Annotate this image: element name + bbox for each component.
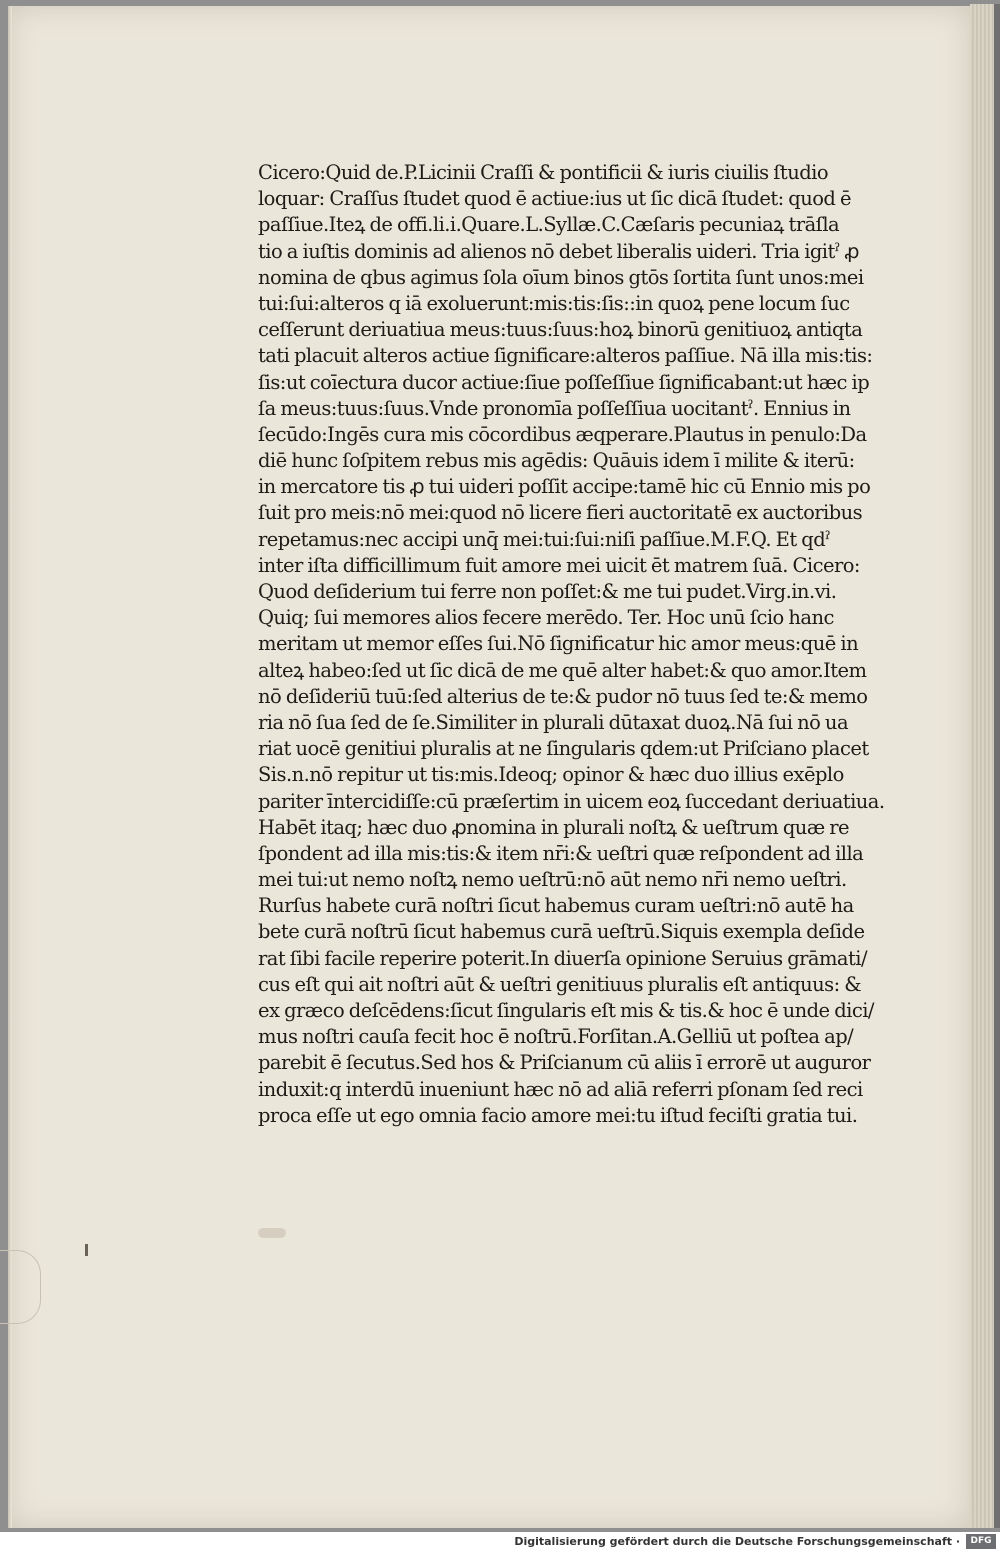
text-line: riat uocē genitiui pluralis at ne ſingularis qdem:ut Priſciano placet (258, 737, 869, 761)
text-line: repetamus:nec accipi unq̄ mei:tui:ſui:niſi paſſiue.M.F.Q. Et qdˀ (258, 527, 831, 551)
text-line: tati placuit alteros actiue ſignificare:alteros paſſiue. Nā illa mis:tis: (258, 344, 873, 368)
text-line: mei tui:ut nemo noſtꝝ nemo ueſtrū:nō aūt nemo nr̄i nemo ueſtri. (258, 868, 847, 892)
text-line: Cicero:Quid de.P.Licinii Craſſi & pontificii & iuris ciuilis ſtudio (258, 161, 829, 184)
text-line: Habēt itaq; hæc duo ꝓnomina in plurali noſtꝝ & ueſtrum quæ re (258, 815, 850, 839)
text-line: cus eſt qui ait noſtri aūt & ueſtri genitiuus pluralis eſt antiquus: & (258, 972, 862, 996)
text-line: parebit ē ſecutus.Sed hos & Priſcianum cū aliis ī errorē ut auguror (258, 1051, 871, 1075)
text-line: in mercatore tis ꝓ tui uideri poſſit accipe:tamē hic cū Ennio mis po (258, 475, 871, 499)
text-line: ceſſerunt deriuatiua meus:tuus:ſuus:hoꝝ binorū genitiuoꝝ antiqta (258, 318, 863, 342)
text-line: induxit:q interdū inueniunt hæc nō ad aliā referri pſonam ſed reci (258, 1077, 863, 1101)
text-line: Sis.n.nō repitur ut tis:mis.Ideoq; opinor & hæc duo illius exēplo (258, 763, 844, 787)
ink-smudge (258, 1228, 286, 1238)
text-line: diē hunc ſoſpitem rebus mis agēdis: Quāuis idem ī milite & iterū: (258, 449, 855, 473)
text-line: nō deſideriū tuū:ſed alterius de te:& pudor nō tuus ſed te:& memo (258, 684, 868, 708)
text-line: tui:ſui:alteros q iā exoluerunt:mis:tis:ſis::in quoꝝ pene locum ſuc (258, 291, 850, 315)
footer-bar (0, 1532, 1000, 1552)
text-line: Rurſus habete curā noſtri ſicut habemus curam ueſtri:nō autē ha (258, 894, 854, 918)
page-tab-mark (0, 1250, 41, 1324)
body-text (258, 160, 908, 1129)
text-line: ex græco deſcēdens:ſicut ſingularis eſt mis & tis.& hoc ē unde dici/ (258, 999, 874, 1022)
text-line: ſuit pro meis:nō mei:quod nō licere fieri auctoritatē ex auctoribus (258, 501, 863, 525)
text-line: alteꝝ habeo:ſed ut ſic dicā de me quē alter habet:& quo amor.Item (258, 658, 867, 682)
text-line: tio a iuſtis dominis ad alienos nō debet liberalis uideri. Tria igitˀ ꝓ (258, 239, 859, 263)
text-line: ſa meus:tuus:ſuus.Vnde pronomīa poſſeſſiua uocitantˀ. Ennius in (258, 396, 851, 420)
text-line: ſis:ut coīectura ducor actiue:ſiue poſſeſſiue ſignificabant:ut hæc ip (258, 370, 870, 394)
dfg-logo: DFG (966, 1534, 996, 1549)
text-line: proca eſſe ut ego omnia facio amore mei:tu iſtud feciſti gratia tui. (258, 1103, 858, 1127)
ink-mark (85, 1244, 88, 1256)
text-line: paſſiue.Iteꝝ de offi.li.i.Quare.L.Syllæ.C.Cæſaris pecuniaꝝ trāſla (258, 213, 840, 237)
text-line: loquar: Craſſus ſtudet quod ē actiue:ius ut ſic dicā ſtudet: quod ē (258, 187, 851, 211)
text-line: meritam ut memor eſſes ſui.Nō ſignificatur hic amor meus:quē in (258, 632, 859, 656)
text-line: inter iſta difficillimum fuit amore mei uicit ēt matrem ſuā. Cicero: (258, 553, 860, 577)
text-line: Quod deſiderium tui ferre non poſſet:& me tui pudet.Virg.in.vi. (258, 580, 837, 603)
text-line: pariter īntercidiſſe:cū præſertim in uicem eoꝝ ſuccedant deriuatiua. (258, 789, 885, 813)
text-line: Quiq; ſui memores alios fecere merēdo. Ter. Hoc unū ſcio hanc (258, 606, 834, 630)
text-line: mus noſtri cauſa fecit hoc ē noſtrū.Forſitan.A.Gelliū ut poſtea ap/ (258, 1025, 854, 1049)
text-line: bete curā noſtrū ſicut habemus curā ueſtrū.Siquis exempla deſide (258, 920, 865, 944)
text-line: ſecūdo:Ingēs cura mis cōcordibus æqperare.Plautus in penulo:Da (258, 422, 867, 446)
text-line: ſpondent ad illa mis:tis:& item nr̄i:& ueſtri quæ reſpondent ad illa (258, 841, 864, 865)
text-line: nomina de qbus agimus ſola oīum binos gtōs ſortita ſunt unos:mei (258, 265, 864, 289)
page-stack-edge (970, 4, 994, 1528)
book-edge-shadow (994, 4, 1000, 1528)
text-line: ria nō ſua ſed de ſe.Similiter in plurali dūtaxat duoꝝ.Nā ſui nō ua (258, 710, 849, 734)
digitization-credit: Digitalisierung gefördert durch die Deutsche Forschungsgemeinschaft · (514, 1535, 960, 1548)
text-line: rat ſibi facile reperire poterit.In diuerſa opinione Seruius grāmati/ (258, 946, 867, 970)
